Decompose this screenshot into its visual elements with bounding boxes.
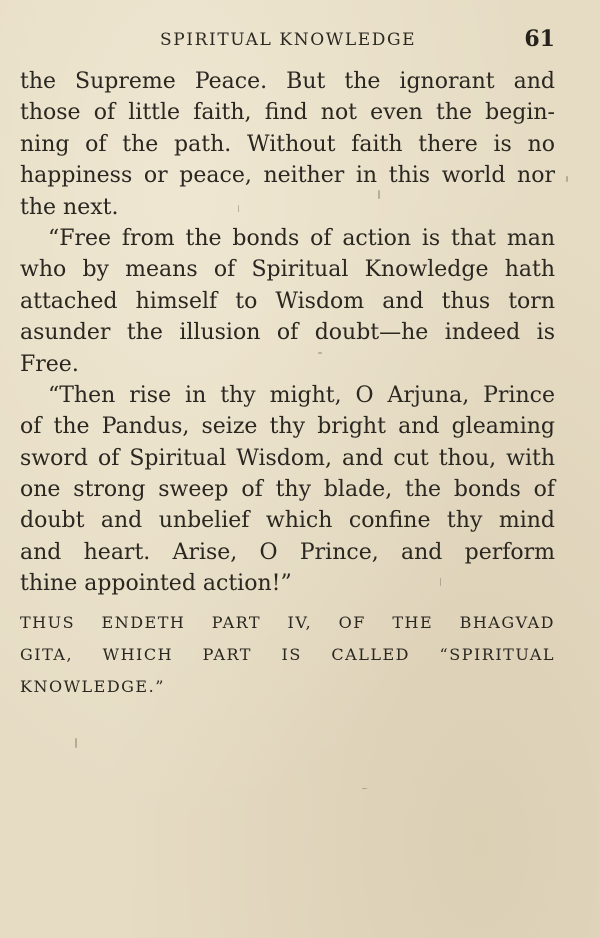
paper-speck [440,578,441,586]
paper-speck [378,190,380,199]
body-text [20,66,555,600]
colophon-line: GITA, WHICH PART IS CALLED “SPIRITUAL [20,645,555,664]
running-title: SPIRITUAL KNOWLEDGE [160,30,417,50]
text-line: sword of Spiritual Wisdom, and cut thou, with [20,445,555,471]
paper-speck [362,788,367,789]
paper-speck [238,205,239,212]
text-line: happiness or peace, neither in this world nor [20,163,555,189]
text-line: the next. [20,194,119,220]
running-head [20,26,555,54]
paragraph-3 [20,380,555,600]
paper-speck [318,352,322,354]
text-line: “Then rise in thy might, O Arjuna, Prince [48,382,555,408]
text-line: Free. [20,351,79,377]
paragraph-1 [20,66,555,223]
text-line: attached himself to Wisdom and thus torn [20,288,555,314]
text-line: of the Pandus, seize thy bright and gleaming [20,414,555,440]
text-line: ning of the path. Without faith there is no [20,131,555,157]
paper-speck [75,738,77,748]
text-line: thine appointed action!” [20,571,292,597]
text-line: and heart. Arise, O Prince, and perform [20,539,555,565]
page-number: 61 [524,26,555,52]
text-line: doubt and unbelief which confine thy mind [20,508,555,534]
text-line: one strong sweep of thy blade, the bonds of [20,477,555,503]
paper-speck [566,176,568,182]
text-line: those of little faith, find not even the begin- [20,100,555,126]
paragraph-2 [20,223,555,380]
text-line: “Free from the bonds of action is that man [48,225,555,251]
text-line: who by means of Spiritual Knowledge hath [20,257,555,283]
text-line: the Supreme Peace. But the ignorant and [20,69,555,94]
text-line: asunder the illusion of doubt—he indeed is [20,320,555,346]
colophon-line: THUS ENDETH PART IV, OF THE BHAGVAD [20,613,555,632]
colophon [20,607,555,703]
colophon-line: KNOWLEDGE.” [20,677,165,696]
